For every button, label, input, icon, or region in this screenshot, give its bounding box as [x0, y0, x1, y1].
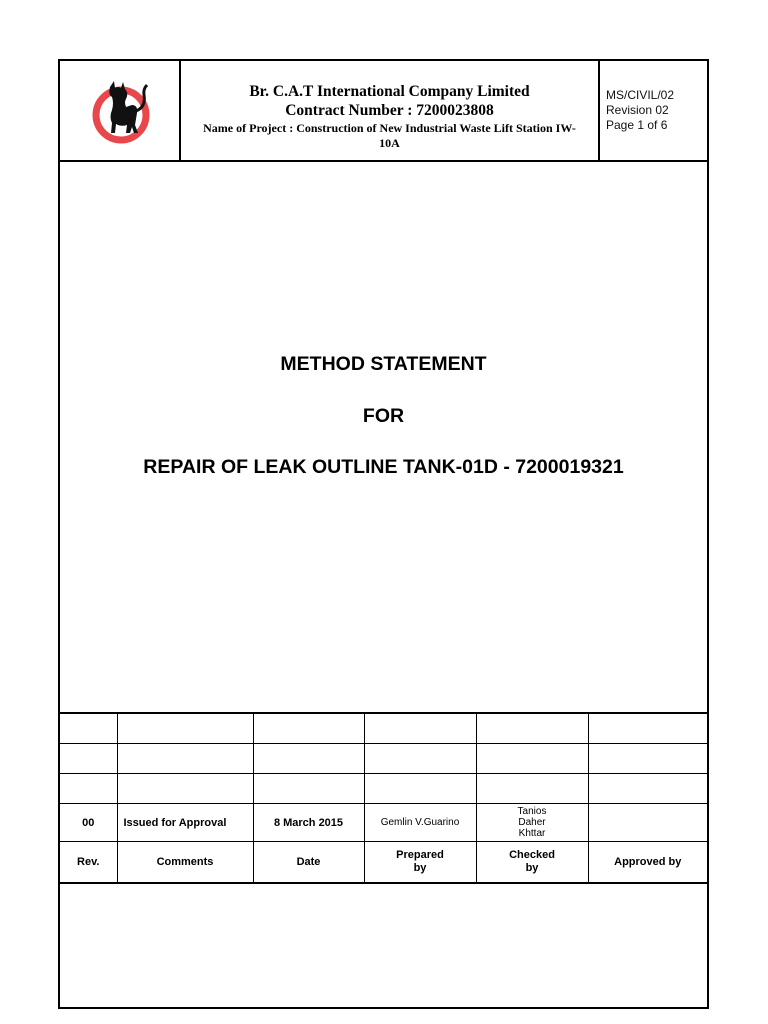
approved-by-cell: [588, 804, 707, 842]
doc-code: MS/CIVIL/02: [606, 88, 675, 102]
table-row: [60, 804, 707, 842]
header-date: Date: [253, 842, 364, 884]
table-row: [60, 774, 707, 804]
page-number: Page 1 of 6: [606, 118, 668, 132]
header-approved-by: Approved by: [588, 842, 707, 884]
comments-cell: Issued for Approval: [117, 804, 253, 842]
table-header-row: [60, 842, 707, 884]
date-cell: 8 March 2015: [253, 804, 364, 842]
header-title-cell: [181, 61, 600, 160]
company-name: Br. C.A.T International Company Limited: [249, 83, 530, 100]
checked-by-cell: [476, 804, 588, 842]
rev-cell: 00: [60, 804, 117, 842]
header-checked-by-label: Checked by: [509, 849, 555, 874]
black-cat-logo-icon: [88, 75, 154, 145]
contract-number: Contract Number : 7200023808: [285, 102, 494, 119]
header-checked-by: [476, 842, 588, 884]
header-rev: Rev.: [60, 842, 117, 884]
title-line-3: REPAIR OF LEAK OUTLINE TANK-01D - 7200019321: [143, 456, 624, 478]
revision-label: Revision 02: [606, 103, 669, 117]
title-line-1: METHOD STATEMENT: [280, 353, 487, 375]
checked-by-name: Tanios Daher Khttar: [517, 806, 547, 839]
header-prepared-by-label: Prepared by: [396, 849, 444, 874]
project-name: Name of Project : Construction of New Industrial Waste Lift Station IW-10A: [203, 121, 576, 150]
prepared-by-cell: Gemlin V.Guarino: [364, 804, 476, 842]
header-prepared-by: [364, 842, 476, 884]
logo-cell: [60, 61, 181, 160]
table-row: [60, 713, 707, 744]
document-reference-cell: [600, 61, 709, 160]
title-line-2: FOR: [362, 405, 405, 427]
revision-table: [60, 712, 707, 884]
document-header: [60, 61, 707, 162]
document-page: [58, 59, 709, 1009]
header-comments: Comments: [117, 842, 253, 884]
table-row: [60, 744, 707, 774]
